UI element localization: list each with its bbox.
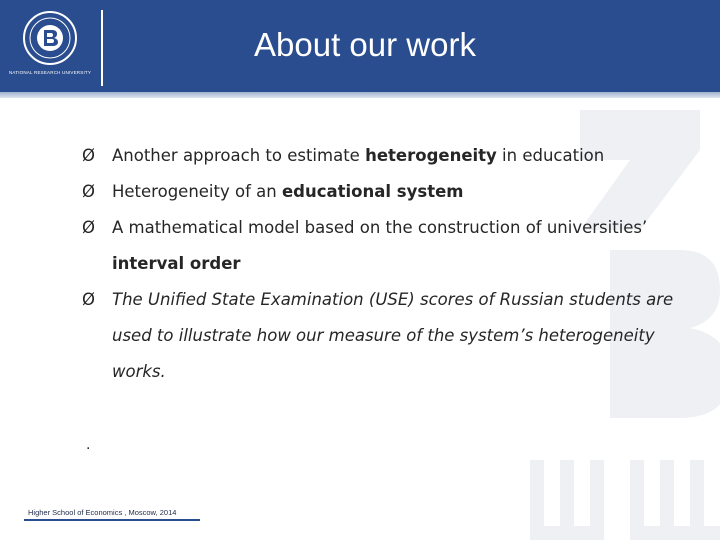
logo-caption: NATIONAL RESEARCH UNIVERSITY bbox=[8, 70, 92, 75]
bullet-item bbox=[82, 210, 682, 282]
header-rule bbox=[0, 92, 720, 98]
arrow-bullet-icon: Ø bbox=[82, 182, 95, 201]
header-divider bbox=[101, 10, 103, 86]
stray-period: . bbox=[86, 436, 91, 453]
bullet-text: A mathematical model based on the construction of universities’ bbox=[112, 218, 648, 237]
bullet-emphasis: interval order bbox=[112, 254, 241, 273]
footer-text: Higher School of Economics , Moscow, 2014 bbox=[28, 508, 177, 517]
arrow-bullet-icon: Ø bbox=[82, 290, 95, 309]
bullet-emphasis: educational system bbox=[281, 182, 464, 201]
bullet-list bbox=[82, 138, 682, 390]
bullet-item bbox=[82, 282, 682, 390]
bullet-text: Another approach to estimate bbox=[112, 146, 366, 165]
bullet-text: Heterogeneity of an bbox=[112, 182, 282, 201]
bullet-emphasis: heterogeneity bbox=[365, 146, 497, 165]
bullet-text: in education bbox=[496, 146, 605, 165]
arrow-bullet-icon: Ø bbox=[82, 146, 95, 165]
bullet-text: The Unified State Examination (USE) scores of Russian students are bbox=[112, 290, 674, 309]
footer-rule bbox=[24, 519, 200, 521]
hse-logo bbox=[8, 6, 92, 90]
bullet-text: used to illustrate how our measure of the system’s heterogeneity bbox=[112, 326, 655, 345]
bullet-item bbox=[82, 174, 682, 210]
arrow-bullet-icon: Ø bbox=[82, 218, 95, 237]
bullet-item bbox=[82, 138, 682, 174]
slide-title: About our work bbox=[254, 26, 476, 63]
bullet-text: works. bbox=[112, 362, 166, 381]
